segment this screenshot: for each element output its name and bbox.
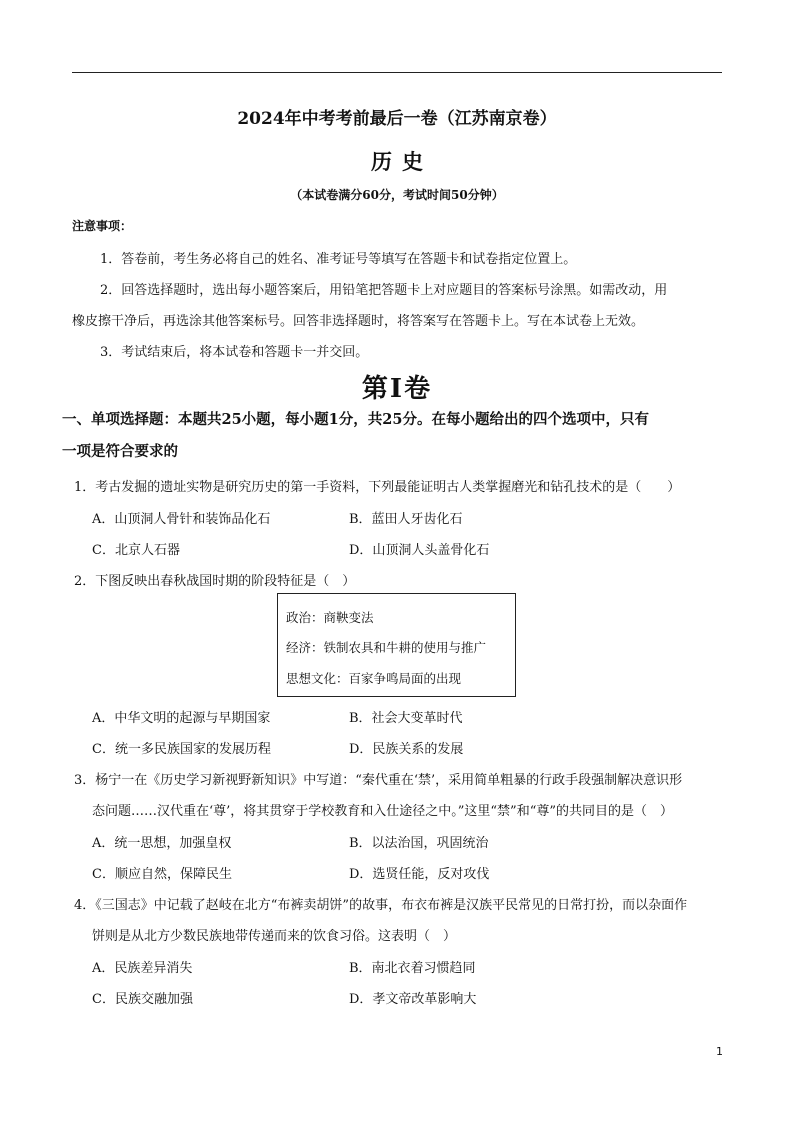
notice-line: 3．考试结束后，将本试卷和答题卡一并交回。 (100, 345, 369, 360)
exam-note: （本试卷满分60分，考试时间50分钟） (290, 188, 504, 202)
material-line: 思想文化：百家争鸣局面的出现 (286, 671, 462, 686)
question-3-stem: 态问题……汉代重在‘尊’，将其贯穿于学校教育和入仕途径之中。”这里“禁”和“尊”的共同目的是（ ） (92, 804, 673, 819)
question-1-stem: 1．考古发掘的遗址实物是研究历史的第一手资料，下列最能证明古人类掌握磨光和钻孔技术的是（ ） (74, 480, 681, 495)
question-2-material-box (277, 593, 516, 697)
material-line: 政治：商鞅变法 (286, 610, 374, 625)
question-1-option-a: A．山顶洞人骨针和装饰品化石 (92, 512, 271, 527)
notice-line: 1．答卷前，考生务必将自己的姓名、准考证号等填写在答题卡和试卷指定位置上。 (100, 252, 577, 267)
section-heading: 一项是符合要求的 (62, 443, 178, 460)
question-4-option-c: C．民族交融加强 (92, 992, 193, 1007)
notice-line: 橡皮擦干净后，再选涂其他答案标号。回答非选择题时，将答案写在答题卡上。写在本试卷上无效。 (72, 314, 645, 329)
question-3-option-a: A．统一思想，加强皇权 (92, 836, 232, 851)
subject-title: 历史 (371, 149, 433, 174)
question-2-option-d: D．民族关系的发展 (349, 742, 464, 757)
question-1-option-d: D．山顶洞人头盖骨化石 (349, 543, 490, 558)
top-rule (72, 72, 722, 73)
question-2-stem: 2．下图反映出春秋战国时期的阶段特征是（ ） (74, 574, 356, 589)
question-4-stem: 4．《三国志》中记载了赵岐在北方“布裤卖胡饼”的故事，布衣布裤是汉族平民常见的日常打扮，而以杂面作 (74, 898, 688, 913)
exam-title: 2024年中考考前最后一卷（江苏南京卷） (237, 109, 557, 129)
notice-line: 2．回答选择题时，选出每小题答案后，用铅笔把答题卡上对应题目的答案标号涂黑。如需改动，用 (100, 283, 668, 298)
question-2-option-a: A．中华文明的起源与早期国家 (92, 711, 271, 726)
question-3-option-c: C．顺应自然，保障民生 (92, 867, 232, 882)
question-3-stem: 3．杨宁一在《历史学习新视野新知识》中写道：“秦代重在‘禁’，采用简单粗暴的行政手段强制解决意识形 (74, 773, 683, 788)
material-line: 经济：铁制农具和牛耕的使用与推广 (286, 640, 487, 655)
section-heading: 一、单项选择题：本题共25小题，每小题1分，共25分。在每小题给出的四个选项中，只有 (62, 411, 649, 428)
question-4-option-b: B．南北衣着习惯趋同 (349, 961, 476, 976)
question-1-option-c: C．北京人石器 (92, 543, 180, 558)
question-4-option-d: D．孝文帝改革影响大 (349, 992, 477, 1007)
notice-heading: 注意事项： (72, 219, 133, 233)
question-2-option-c: C．统一多民族国家的发展历程 (92, 742, 271, 757)
question-2-option-b: B．社会大变革时代 (349, 711, 463, 726)
volume-title: 第Ⅰ卷 (361, 374, 433, 404)
page-number: 1 (716, 1045, 723, 1058)
question-3-option-b: B．以法治国，巩固统治 (349, 836, 489, 851)
question-1-option-b: B．蓝田人牙齿化石 (349, 512, 463, 527)
question-3-option-d: D．选贤任能，反对攻伐 (349, 867, 490, 882)
question-4-stem: 饼则是从北方少数民族地带传递而来的饮食习俗。这表明（ ） (92, 929, 457, 944)
question-4-option-a: A．民族差异消失 (92, 961, 193, 976)
